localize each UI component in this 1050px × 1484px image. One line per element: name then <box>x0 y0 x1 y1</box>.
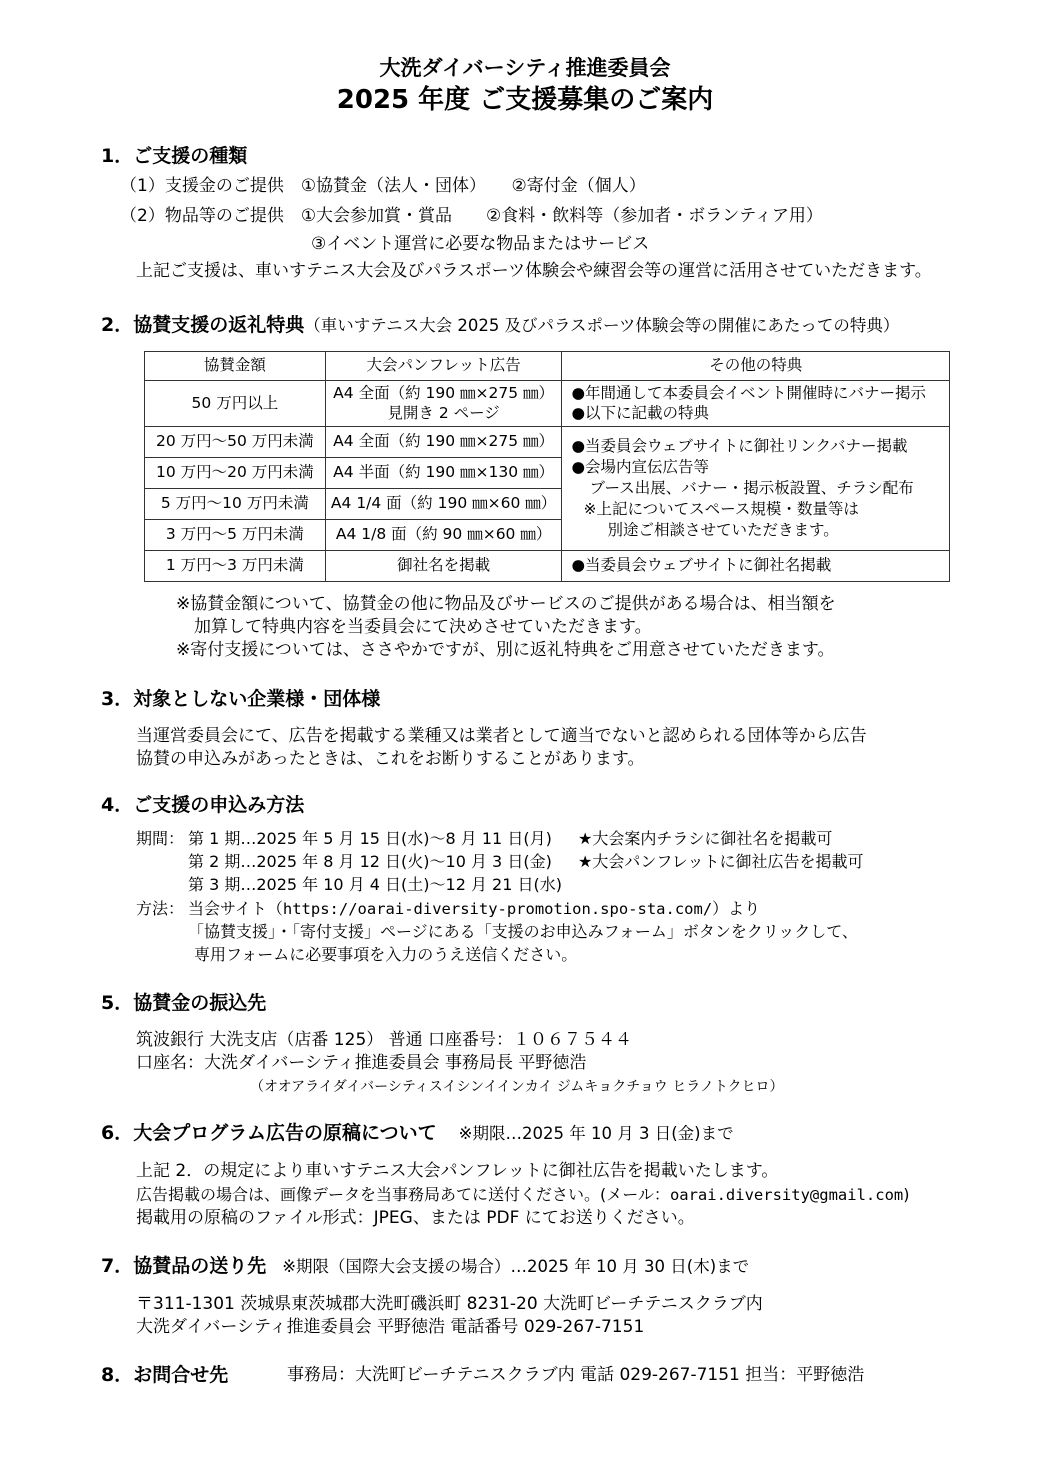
section-6-deadline: ※期限…2025 年 10 月 3 日(金)まで <box>458 1124 734 1143</box>
period-label: 期間： <box>136 829 185 848</box>
inquiry-contact: 事務局：大洗町ビーチテニスクラブ内 電話 029-267-7151 担当：平野徳浩 <box>287 1365 865 1385</box>
amount-cell: 50 万円以上 <box>145 381 326 427</box>
ad-manuscript-text-2 <box>136 1187 909 1204</box>
benefit-note-cont: 別途ご相談させていただきます。 <box>607 520 839 539</box>
benefits-table <box>144 351 950 582</box>
amount-cell: 10 万円～20 万円未満 <box>145 458 326 489</box>
note-amount: ※協賛金額について、協賛金の他に物品及びサービスのご提供がある場合は、相当額を <box>176 594 836 614</box>
ad-manuscript-text-3: 掲載用の原稿のファイル形式：JPEG、または PDF にてお送りください。 <box>136 1208 695 1228</box>
section-6-heading <box>101 1124 734 1143</box>
method-line-2: 「協賛支援」・「寄付支援」ページにある「支援のお申込みフォーム」ボタンをクリックして、 <box>188 922 858 941</box>
ad-manuscript-text: 広告掲載の場合は、画像データを当事務局あてに送付ください。(メール： <box>136 1185 670 1204</box>
method-label: 方法： <box>136 899 185 918</box>
site-url-link[interactable]: https://oarai-diversity-promotion.spo-sta.com/ <box>282 900 713 918</box>
section-8-heading: 8．お問合せ先 <box>101 1364 229 1386</box>
benefit-item: ●会場内宣伝広告等 <box>571 458 709 477</box>
exclusion-text-2: 協賛の申込みがあったときは、これをお断りすることがあります。 <box>136 749 645 769</box>
ad-manuscript-text: ) <box>903 1185 910 1204</box>
support-usage-note: 上記ご支援は、車いすテニス大会及びパラスポーツ体験会や練習会等の運営に活用させていただきます。 <box>136 261 932 281</box>
method-line-3: 専用フォームに必要事項を入力のうえ送信ください。 <box>194 945 578 964</box>
other-benefits-mid <box>562 427 950 551</box>
header-ad: 大会パンフレット広告 <box>325 352 562 381</box>
ad-pages: 見開き 2 ページ <box>387 403 500 422</box>
header-amount: 協賛金額 <box>145 352 326 381</box>
ad-cell <box>325 381 562 427</box>
ad-cell: 御社名を掲載 <box>325 551 562 582</box>
section-4-heading: 4．ご支援の申込み方法 <box>101 794 305 816</box>
account-name: 口座名：大洗ダイバーシティ推進委員会 事務局長 平野徳浩 <box>136 1053 587 1073</box>
account-name-kana: （オオアライダイバーシティスイシンイインカイ ジムキョクチョウ ヒラノトクヒロ） <box>250 1079 784 1095</box>
note-amount-cont: 加算して特典内容を当委員会にて決めさせていただきます。 <box>194 617 652 637</box>
support-type-goods: （2）物品等のご提供 ①大会参加賞・賞品 ②食料・飲料等（参加者・ボランティア用） <box>120 206 823 226</box>
benefit-note: ※上記についてスペース規模・数量等は <box>583 499 859 518</box>
period-1: 第 1 期…2025 年 5 月 15 日(水)～8 月 11 日(月) <box>188 829 552 848</box>
bank-info: 筑波銀行 大洗支店（店番 125） 普通 口座番号：１０６７５４４ <box>136 1030 633 1050</box>
amount-cell: 5 万円～10 万円未満 <box>145 489 326 520</box>
ad-cell: A4 全面（約 190 ㎜×275 ㎜） <box>325 427 562 458</box>
benefit-item: ●当委員会ウェブサイトに御社リンクバナー掲載 <box>571 437 908 456</box>
exclusion-text-1: 当運営委員会にて、広告を掲載する業種又は業者として適当でないと認められる団体等から広告 <box>136 726 867 746</box>
section-2-heading <box>101 316 899 335</box>
amount-cell: 3 万円～5 万円未満 <box>145 520 326 551</box>
method-line-1 <box>188 901 760 918</box>
period-3: 第 3 期…2025 年 10 月 4 日(土)～12 月 21 日(水) <box>188 875 562 894</box>
amount-cell: 20 万円～50 万円未満 <box>145 427 326 458</box>
benefit-item: ●以下に記載の特典 <box>571 403 709 422</box>
ad-cell: A4 1/4 面（約 190 ㎜×60 ㎜） <box>325 489 562 520</box>
support-type-goods-3: ③イベント運営に必要な物品またはサービス <box>311 234 650 254</box>
ad-cell: A4 1/8 面（約 90 ㎜×60 ㎜） <box>325 520 562 551</box>
method-text: 当会サイト（ <box>188 899 283 918</box>
section-1-heading: 1．ご支援の種類 <box>101 145 248 167</box>
section-3-heading: 3．対象としない企業様・団体様 <box>101 688 381 710</box>
method-text: ）より <box>712 899 761 918</box>
table-row <box>145 551 950 582</box>
period-1-note: ★大会案内チラシに御社名を掲載可 <box>578 829 833 848</box>
benefit-detail: ブース出展、バナー・掲示板設置、チラシ配布 <box>589 479 914 498</box>
period-2-note: ★大会パンフレットに御社広告を掲載可 <box>578 852 864 871</box>
ad-size: A4 全面（約 190 ㎜×275 ㎜） <box>333 384 555 403</box>
organization-name: 大洗ダイバーシティ推進委員会 <box>379 56 671 80</box>
section-6-title: 6．大会プログラム広告の原稿について <box>101 1122 437 1144</box>
period-2: 第 2 期…2025 年 8 月 12 日(火)～10 月 3 日(金) <box>188 852 552 871</box>
section-7-deadline: ※期限（国際大会支援の場合）…2025 年 10 月 30 日(木)まで <box>282 1257 750 1276</box>
table-row <box>145 381 950 427</box>
page-title: 2025 年度 ご支援募集のご案内 <box>336 85 714 115</box>
ad-cell: A4 半面（約 190 ㎜×130 ㎜） <box>325 458 562 489</box>
section-2-note: （車いすテニス大会 2025 及びパラスポーツ体験会等の開催にあたっての特典） <box>304 316 900 335</box>
amount-cell: 1 万円～3 万円未満 <box>145 551 326 582</box>
table-row <box>145 427 950 458</box>
section-2-title: 2．協賛支援の返礼特典 <box>101 314 305 336</box>
benefit-item: ●年間通して本委員会イベント開催時にバナー掲示 <box>571 384 926 403</box>
table-header-row <box>145 352 950 381</box>
ad-manuscript-text-1: 上記 2．の規定により車いすテニス大会パンフレットに御社広告を掲載いたします。 <box>136 1161 779 1181</box>
note-donation: ※寄付支援については、ささやかですが、別に返礼特典をご用意させていただきます。 <box>176 640 835 660</box>
other-benefits-top <box>562 381 950 427</box>
other-benefits-bottom: ●当委員会ウェブサイトに御社名掲載 <box>562 551 950 582</box>
shipping-contact: 大洗ダイバーシティ推進委員会 平野徳浩 電話番号 029-267-7151 <box>136 1317 645 1337</box>
section-7-heading <box>101 1257 749 1276</box>
support-type-money: （1）支援金のご提供 ①協賛金（法人・団体） ②寄付金（個人） <box>120 176 646 196</box>
section-5-heading: 5．協賛金の振込先 <box>101 992 267 1014</box>
email-link[interactable]: oarai.diversity@gmail.com <box>669 1186 904 1204</box>
header-other: その他の特典 <box>562 352 950 381</box>
shipping-address: 〒311-1301 茨城県東茨城郡大洗町磯浜町 8231-20 大洗町ビーチテニスクラブ内 <box>136 1294 763 1314</box>
section-7-title: 7．協賛品の送り先 <box>101 1255 267 1277</box>
